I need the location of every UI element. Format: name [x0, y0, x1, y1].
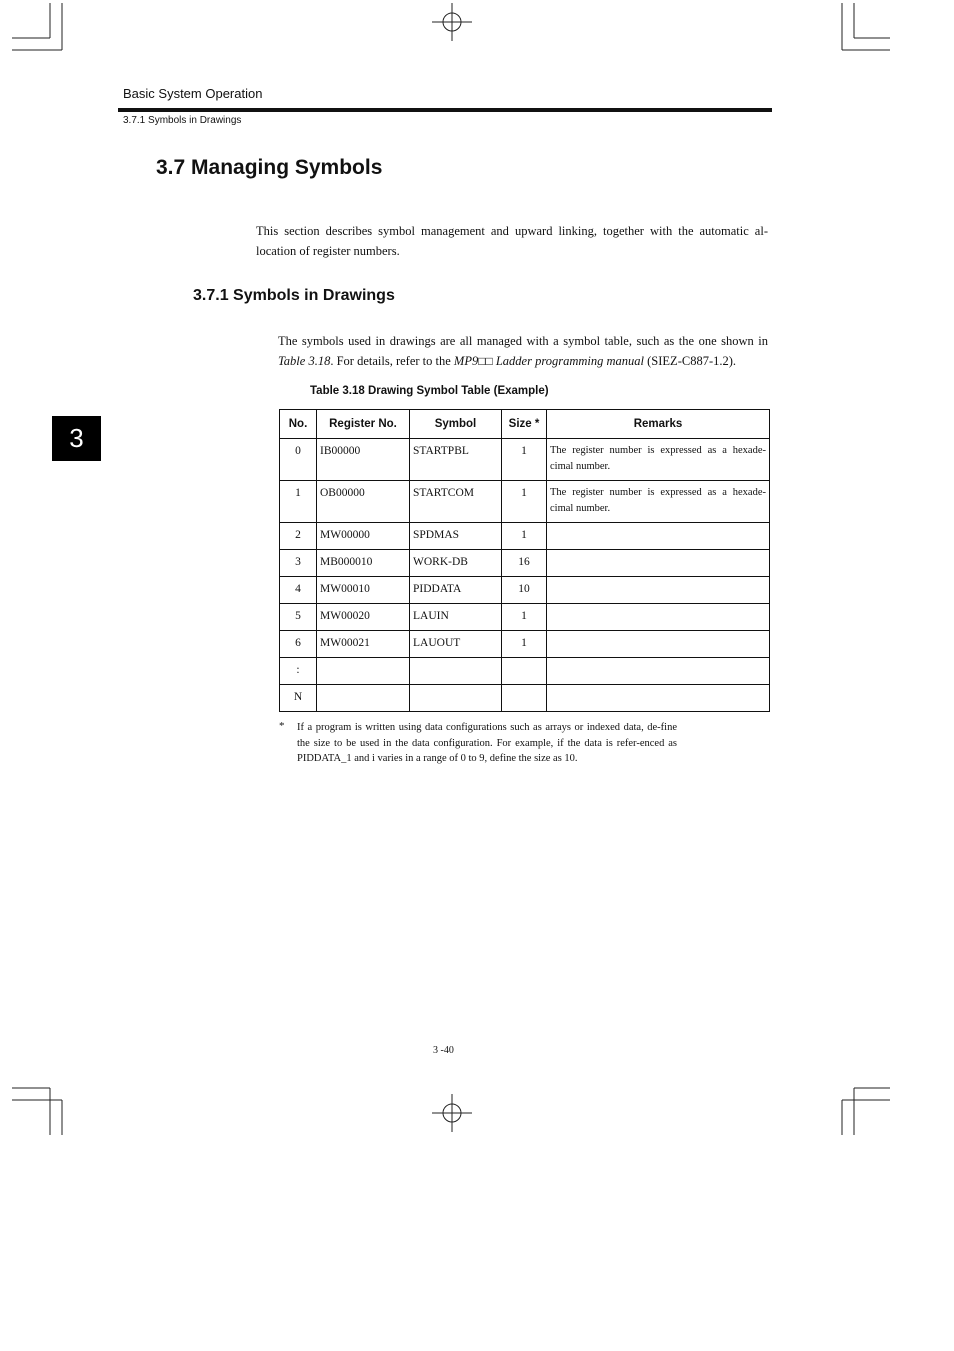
cell-remarks: The register number is expressed as a hexade-cimal number. — [550, 487, 766, 514]
cell-size: 1 — [521, 610, 527, 622]
symbol-table — [279, 409, 770, 712]
cell-register: MW00000 — [320, 529, 370, 541]
cell-remarks — [547, 523, 769, 527]
cell-symbol: LAUOUT — [413, 637, 461, 649]
cell-symbol: STARTPBL — [413, 445, 469, 457]
cell-no: 2 — [295, 529, 301, 541]
cell-register: MW00020 — [320, 610, 370, 622]
table-row — [280, 658, 770, 685]
table-row — [280, 604, 770, 631]
table-row — [280, 685, 770, 712]
table-row — [280, 577, 770, 604]
cell-remarks — [547, 550, 769, 554]
cell-register: MW00010 — [320, 583, 370, 595]
cell-symbol — [410, 685, 501, 690]
para-text-2: . For details, refer to the — [330, 354, 454, 368]
table-reference: Table 3.18 — [278, 354, 331, 368]
header-symbol: Symbol — [410, 410, 502, 439]
subsection-heading: 3.7.1 Symbols in Drawings — [193, 287, 395, 304]
cell-no: 1 — [295, 487, 301, 499]
cell-no: 5 — [295, 610, 301, 622]
placeholder-boxes: □□ — [478, 354, 493, 368]
cell-no: : — [296, 664, 300, 676]
cell-remarks — [547, 604, 769, 608]
cell-size: 1 — [521, 637, 527, 649]
cell-no: 3 — [295, 556, 301, 568]
cell-remarks — [547, 631, 769, 635]
cell-size: 1 — [521, 487, 527, 499]
cell-remarks — [547, 685, 769, 689]
cell-register — [317, 658, 409, 663]
header-rule — [118, 108, 772, 112]
table-row — [280, 631, 770, 658]
cell-no: 4 — [295, 583, 301, 595]
cell-size: 16 — [518, 556, 530, 568]
cell-register: IB00000 — [320, 445, 361, 457]
section-intro: This section describes symbol management and upward linking, together with the automatic al-location of register numbers. — [256, 224, 768, 258]
cell-symbol: STARTCOM — [413, 487, 475, 499]
cell-register: MB000010 — [320, 556, 373, 568]
header-size: Size * — [502, 410, 547, 439]
cell-size: 1 — [521, 445, 527, 457]
cell-register: MW00021 — [320, 637, 370, 649]
header-remarks: Remarks — [547, 410, 770, 439]
table-row — [280, 439, 770, 481]
cell-size — [502, 685, 546, 690]
cell-symbol: WORK-DB — [413, 556, 468, 568]
subsection-paragraph — [278, 331, 768, 371]
chapter-tab: 3 — [52, 416, 101, 461]
header-register: Register No. — [317, 410, 410, 439]
footnote-text: If a program is written using data configurations such as arrays or indexed data, de-fine the size to be used in the data configuration. For example, if the data is refer-enced as PIDDATA_1 and i varies in a range of 0 to 9, define the size as 10. — [297, 722, 677, 764]
header-no: No. — [280, 410, 317, 439]
cell-no: N — [293, 691, 303, 703]
cell-symbol: LAUIN — [413, 610, 449, 622]
manual-title: Ladder programming manual — [492, 354, 645, 368]
manual-prefix: MP9 — [453, 354, 479, 368]
cell-size: 10 — [518, 583, 530, 595]
cell-symbol — [410, 658, 501, 663]
cell-register: OB00000 — [320, 487, 365, 499]
cell-remarks — [547, 658, 769, 662]
cell-no: 6 — [295, 637, 301, 649]
cell-remarks: The register number is expressed as a hexade-cimal number. — [550, 445, 766, 472]
table-row — [280, 481, 770, 523]
section-heading: 3.7 Managing Symbols — [156, 156, 383, 179]
running-header-subtitle: 3.7.1 Symbols in Drawings — [123, 115, 242, 126]
cell-symbol: PIDDATA — [413, 583, 462, 595]
table-row — [280, 523, 770, 550]
running-header-title: Basic System Operation — [123, 86, 263, 101]
table-header-row — [280, 410, 770, 439]
table-row — [280, 550, 770, 577]
cell-symbol: SPDMAS — [413, 529, 460, 541]
page-number: 3 -40 — [433, 1045, 454, 1056]
para-text-3: (SIEZ-C887-1.2). — [644, 354, 737, 368]
cell-no: 0 — [295, 445, 301, 457]
table-caption: Table 3.18 Drawing Symbol Table (Example) — [310, 385, 549, 397]
cell-register — [317, 685, 409, 690]
cell-size — [502, 658, 546, 663]
cell-remarks — [547, 577, 769, 581]
para-text-1: The symbols used in drawings are all managed with a symbol table, such as the one shown in — [278, 334, 768, 348]
footnote-mark: * — [279, 720, 285, 732]
cell-size: 1 — [521, 529, 527, 541]
